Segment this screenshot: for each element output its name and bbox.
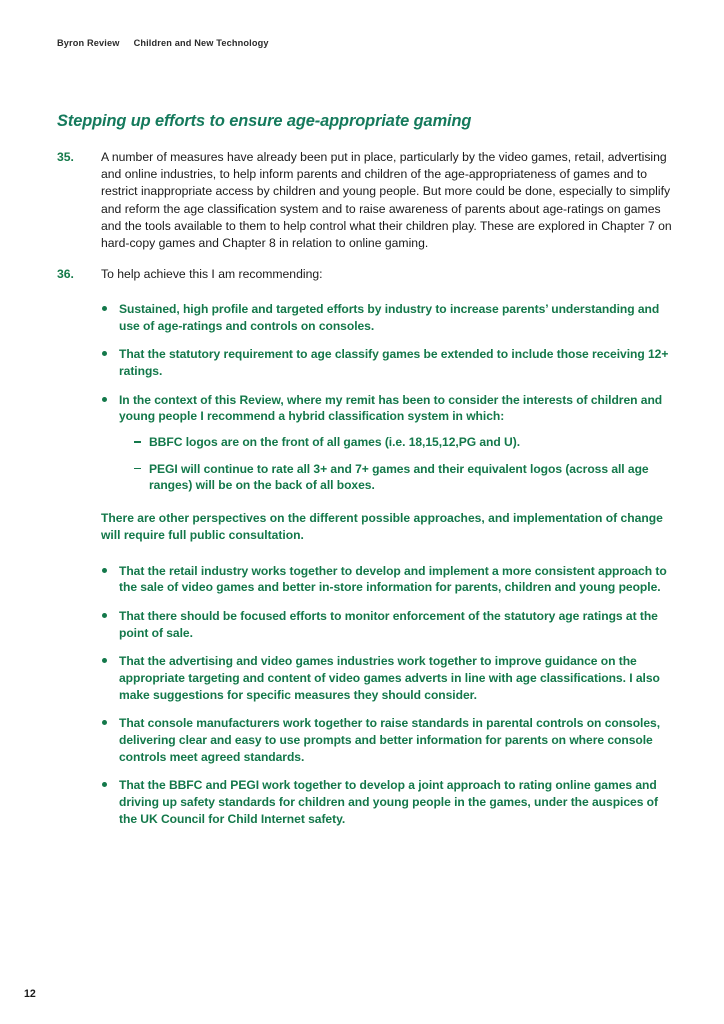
- recommendation-sub-item: [134, 434, 673, 451]
- bullet-dot-icon: [102, 613, 107, 618]
- page-content: [57, 112, 673, 827]
- paragraph-number: 35.: [57, 149, 74, 164]
- recommendation-list-secondary: [57, 563, 673, 828]
- bullet-dot-icon: [102, 782, 107, 787]
- running-header: [57, 38, 269, 48]
- bullet-dash-icon: [134, 441, 141, 442]
- numbered-paragraph-36: [57, 266, 673, 283]
- bullet-dot-icon: [102, 306, 107, 311]
- page-number: 12: [24, 988, 36, 1000]
- section-heading: Stepping up efforts to ensure age-appropriate gaming: [57, 112, 472, 130]
- recommendation-text: In the context of this Review, where my remit has been to consider the interests of children and young people I recommend a hybrid classification system in which:: [119, 392, 663, 424]
- consultation-note: There are other perspectives on the different possible approaches, and implementation of change will require full public consultation.: [101, 511, 663, 542]
- recommendation-text: That there should be focused efforts to monitor enforcement of the statutory age ratings at the point of sale.: [119, 608, 658, 640]
- recommendation-item: [101, 608, 673, 641]
- recommendation-text: That the BBFC and PEGI work together to develop a joint approach to rating online games and driving up safety standards for children and young people in the games, under the auspices of the UK Council for Child Internet safety.: [119, 778, 658, 826]
- bullet-dot-icon: [102, 568, 107, 573]
- recommendation-item: [101, 392, 673, 494]
- recommendation-text: Sustained, high profile and targeted efforts by industry to increase parents’ understanding and use of age-ratings and controls on consoles.: [119, 301, 660, 333]
- running-header-right: Children and New Technology: [133, 38, 269, 48]
- paragraph-number: 36.: [57, 266, 74, 281]
- bullet-dash-icon: [134, 468, 141, 469]
- paragraph-text: A number of measures have already been put in place, particularly by the video games, retail, advertising and online industries, to help inform parents and children of the age-appropriateness of games and to restrict inappropriate access by children and young people. But more could be done, especially to simplify and reform the age classification system and to raise awareness of parents about age-ratings on games and the tools available to them to help control what their children play. These are explored in Chapter 7 on hard-copy games and Chapter 8 in relation to online gaming.: [101, 149, 672, 251]
- paragraph-text: To help achieve this I am recommending:: [101, 266, 323, 281]
- recommendation-text: That console manufacturers work together to raise standards in parental controls on consoles, delivering clear and easy to use prompts and better information for parents on where console controls meet agreed standards.: [119, 716, 661, 764]
- recommendation-item: [101, 777, 673, 827]
- recommendation-text: That the retail industry works together to develop and implement a more consistent approach to the sale of video games and better in-store information for parents, children and young people.: [119, 563, 667, 595]
- recommendation-item: [101, 653, 673, 703]
- recommendation-text: That the advertising and video games industries work together to improve guidance on the appropriate targeting and content of video games adverts in line with age classifications. I also make suggestions for specific measures they should consider.: [119, 654, 660, 702]
- recommendation-sub-item: [134, 461, 673, 494]
- recommendation-sub-text: PEGI will continue to rate all 3+ and 7+ games and their equivalent logos (across all age ranges) will be on the back of all boxes.: [149, 461, 649, 493]
- bullet-dot-icon: [102, 351, 107, 356]
- running-header-left: Byron Review: [57, 38, 120, 48]
- bullet-dot-icon: [102, 658, 107, 663]
- recommendation-item: [101, 301, 673, 334]
- recommendation-text: That the statutory requirement to age classify games be extended to include those receiving 12+ ratings.: [119, 347, 669, 379]
- bullet-dot-icon: [102, 397, 107, 402]
- recommendation-sub-text: BBFC logos are on the front of all games (i.e. 18,15,12,PG and U).: [149, 435, 521, 450]
- recommendation-item: [101, 715, 673, 765]
- recommendation-item: [101, 563, 673, 596]
- bullet-dot-icon: [102, 720, 107, 725]
- numbered-paragraph-35: [57, 149, 673, 253]
- recommendation-sub-list: [119, 434, 673, 494]
- recommendation-list-primary: [57, 301, 673, 494]
- recommendation-item: [101, 346, 673, 379]
